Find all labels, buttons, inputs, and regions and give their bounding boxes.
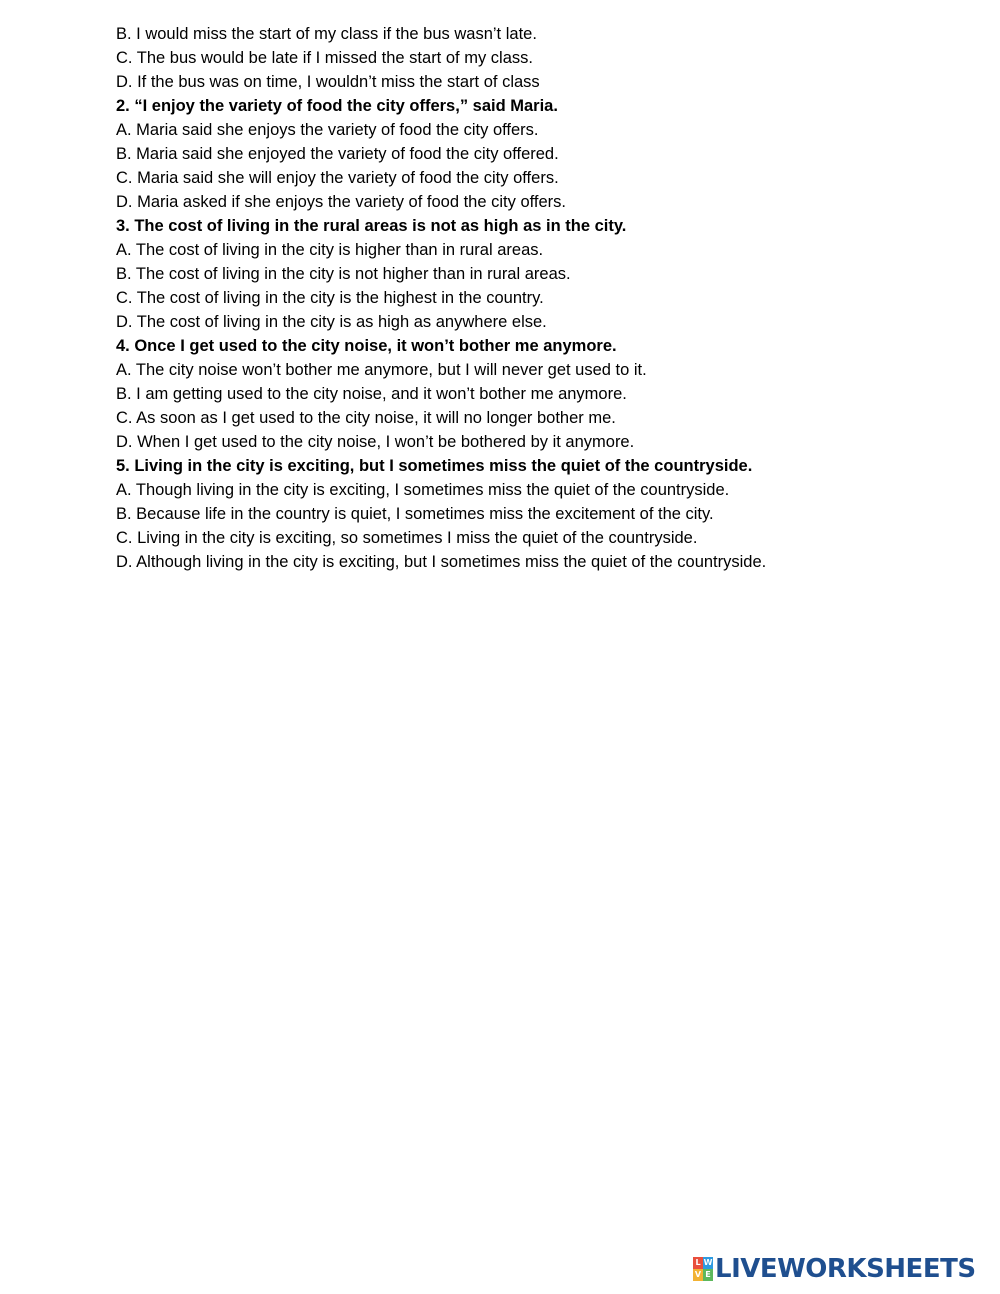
question-line: 3. The cost of living in the rural areas is not as high as in the city. bbox=[116, 217, 627, 235]
option-line: B. I am getting used to the city noise, and it won’t bother me anymore. bbox=[116, 385, 627, 403]
option-line: B. Because life in the country is quiet, I sometimes miss the excitement of the city. bbox=[116, 505, 714, 523]
liveworksheets-logo bbox=[693, 1255, 976, 1283]
logo-mark-cell: E bbox=[703, 1269, 713, 1281]
option-line: D. Maria asked if she enjoys the variety of food the city offers. bbox=[116, 193, 566, 211]
option-line: B. Maria said she enjoyed the variety of food the city offered. bbox=[116, 145, 559, 163]
option-line: C. The cost of living in the city is the highest in the country. bbox=[116, 289, 544, 307]
option-line: D. When I get used to the city noise, I won’t be bothered by it anymore. bbox=[116, 433, 635, 451]
option-line: B. I would miss the start of my class if the bus wasn’t late. bbox=[116, 25, 537, 43]
option-line: D. The cost of living in the city is as high as anywhere else. bbox=[116, 313, 547, 331]
option-line: A. Though living in the city is exciting, I sometimes miss the quiet of the countryside. bbox=[116, 481, 730, 499]
option-line: A. The city noise won’t bother me anymore, but I will never get used to it. bbox=[116, 361, 647, 379]
logo-mark-cell: L bbox=[693, 1257, 703, 1269]
option-line: C. The bus would be late if I missed the start of my class. bbox=[116, 49, 533, 67]
option-line: D. Although living in the city is exciting, but I sometimes miss the quiet of the countryside. bbox=[116, 553, 767, 571]
logo-mark-icon bbox=[693, 1257, 713, 1281]
question-line: 5. Living in the city is exciting, but I sometimes miss the quiet of the countryside. bbox=[116, 457, 753, 475]
option-line: C. Living in the city is exciting, so sometimes I miss the quiet of the countryside. bbox=[116, 529, 698, 547]
option-line: A. Maria said she enjoys the variety of food the city offers. bbox=[116, 121, 539, 139]
option-line: C. Maria said she will enjoy the variety of food the city offers. bbox=[116, 169, 559, 187]
question-line: 4. Once I get used to the city noise, it won’t bother me anymore. bbox=[116, 337, 617, 355]
worksheet-content bbox=[116, 22, 976, 574]
logo-mark-cell: W bbox=[703, 1258, 713, 1267]
question-line: 2. “I enjoy the variety of food the city offers,” said Maria. bbox=[116, 97, 558, 115]
option-line: C. As soon as I get used to the city noise, it will no longer bother me. bbox=[116, 409, 616, 427]
option-line: B. The cost of living in the city is not higher than in rural areas. bbox=[116, 265, 571, 283]
logo-text: LIVEWORKSHEETS bbox=[715, 1254, 976, 1284]
logo-mark-cell: V bbox=[694, 1270, 702, 1279]
option-line: A. The cost of living in the city is higher than in rural areas. bbox=[116, 241, 544, 259]
option-line: D. If the bus was on time, I wouldn’t miss the start of class bbox=[116, 73, 540, 91]
